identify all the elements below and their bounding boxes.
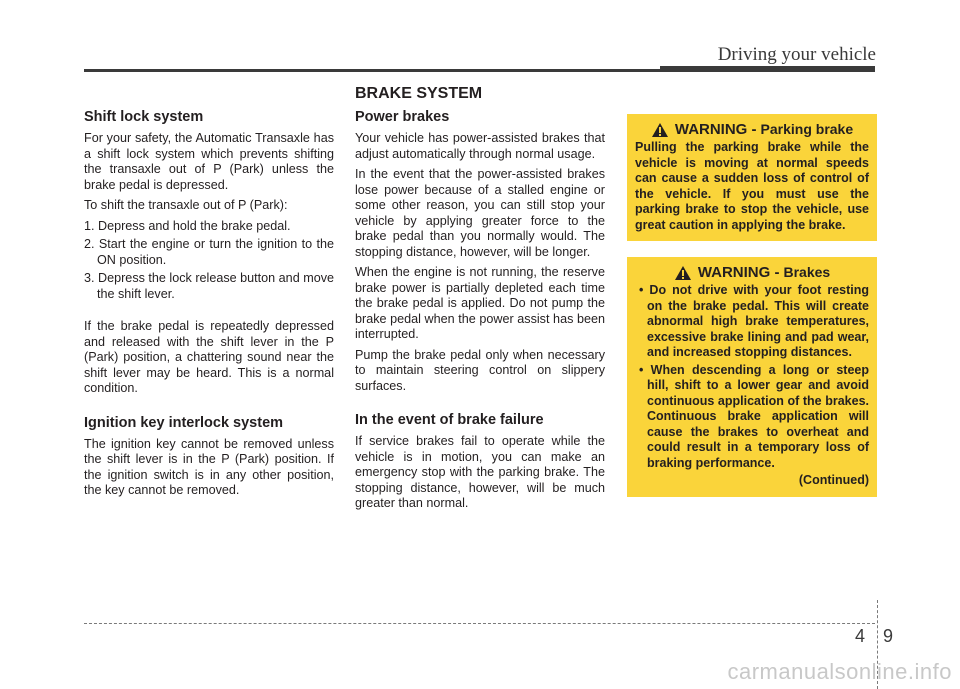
header-title: Driving your vehicle: [717, 44, 876, 65]
warning-box-brakes: [627, 257, 877, 497]
warning-text: Pulling the parking brake while the vehicle is moving at normal speeds can cause a sudden loss of control of the vehicle. If you must use the parking brake to stop the vehicle, use great caution in applying the brake.: [635, 140, 869, 232]
warning-subject: Brakes: [783, 264, 831, 281]
power-brakes-heading: Power brakes: [355, 109, 450, 125]
warning-triangle-icon: [651, 122, 669, 138]
shift-lock-paragraph-1: For your safety, the Automatic Transaxle has a shift lock system which prevents shifting the transaxle out of P (Park) unless the brake pedal is depressed.: [84, 131, 334, 192]
shift-lock-step: 1. Depress and hold the brake pedal.: [84, 218, 291, 233]
warning-subject: Parking brake: [760, 121, 854, 138]
power-brakes-paragraph-3: When the engine is not running, the reserve brake power is partially depleted each time the brake pedal is applied. Do not pump the brake pedal when the power assist has been interrupted.: [355, 265, 605, 341]
power-brakes-paragraph-4: Pump the brake pedal only when necessary to maintain steering control on slippery surfaces.: [355, 347, 605, 393]
warning-bullet: • When descending a long or steep hill, shift to a lower gear and avoid continuous application of the brakes. Continuous brake application will cause the brakes to overheat and could result in a temporary loss of braking performance.: [639, 362, 869, 470]
brake-failure-paragraph: If service brakes fail to operate while the vehicle is in motion, you can make an emergency stop with the parking brake. The stopping distance, however, will be much greater than normal.: [355, 434, 605, 510]
brake-failure-heading: In the event of brake failure: [355, 412, 544, 428]
shift-lock-step: 3. Depress the lock release button and move the shift lever.: [84, 271, 334, 301]
power-brakes-paragraph-2: In the event that the power-assisted brakes lose power because of a stalled engine or some other reason, you can still stop your vehicle by applying greater force to the brake pedal than you normally would. The stopping distance, however, will be longer.: [355, 167, 605, 259]
shift-lock-steps: [84, 219, 334, 303]
warning-header: [635, 265, 869, 281]
warning-triangle-icon: [674, 265, 692, 281]
continued-label: (Continued): [798, 473, 869, 487]
warning-header: [635, 122, 869, 138]
header-rule-accent: [660, 66, 875, 72]
shift-lock-heading: Shift lock system: [84, 109, 204, 125]
shift-lock-paragraph-3: If the brake pedal is repeatedly depressed and released with the shift lever in the P (Park) position, a chattering sound near the shift lever may be heard. This is a normal condition.: [84, 319, 334, 395]
column-left: [84, 108, 334, 504]
warning-bullet: • Do not drive with your foot resting on the brake pedal. This will create abnormal high brake temperatures, excessive brake lining and pad wear, and increased stopping distances.: [639, 283, 869, 359]
warning-label: WARNING -: [674, 121, 757, 139]
column-right: [627, 114, 877, 513]
warning-box-parking-brake: [627, 114, 877, 241]
page-chapter: 4: [855, 626, 866, 646]
ignition-interlock-heading: Ignition key interlock system: [84, 414, 284, 431]
footer-rule: [84, 623, 875, 624]
column-middle: [355, 108, 605, 517]
power-brakes-paragraph-1: Your vehicle has power-assisted brakes that adjust automatically through normal usage.: [355, 131, 605, 161]
shift-lock-paragraph-2: To shift the transaxle out of P (Park):: [84, 198, 288, 212]
warning-label: WARNING -: [697, 264, 780, 282]
ignition-interlock-paragraph: The ignition key cannot be removed unless the shift lever is in the P (Park) position. If the ignition switch is in any other position, the key cannot be removed.: [84, 436, 334, 497]
shift-lock-step: 2. Start the engine or turn the ignition to the ON position.: [84, 237, 334, 267]
watermark: carmanualsonline.info: [727, 659, 952, 684]
section-title: BRAKE SYSTEM: [355, 85, 483, 102]
warning-bullets: [635, 283, 869, 471]
page-number: 9: [883, 626, 894, 646]
